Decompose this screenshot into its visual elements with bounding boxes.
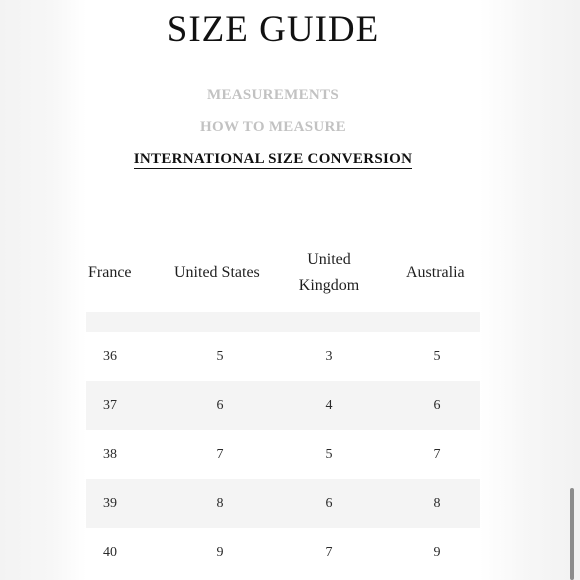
cell-united-kingdom: 4: [325, 397, 333, 413]
header-united-kingdom-line1: United: [307, 251, 351, 268]
table-row: [86, 528, 480, 577]
cell-france: 38: [103, 446, 117, 462]
table-header-row: [86, 238, 480, 312]
table-row: [86, 430, 480, 479]
cell-united-states: 7: [216, 446, 224, 462]
cell-united-states: 6: [216, 397, 224, 413]
cell-france: 40: [103, 544, 117, 560]
tab-measurements-label: MEASUREMENTS: [207, 87, 339, 103]
tab-international-size-conversion[interactable]: [0, 148, 546, 180]
size-guide-tabs: [0, 84, 546, 180]
cell-united-kingdom: 6: [325, 495, 333, 511]
size-conversion-table: [86, 238, 480, 577]
cell-united-kingdom: 3: [325, 348, 333, 364]
header-france: France: [88, 264, 132, 281]
vertical-scrollbar[interactable]: [570, 488, 574, 580]
tab-measurements[interactable]: [0, 84, 546, 116]
tab-how-to-measure[interactable]: [0, 116, 546, 148]
tab-how-to-measure-label: HOW TO MEASURE: [200, 119, 346, 135]
header-australia: Australia: [406, 264, 465, 281]
header-united-states: United States: [174, 264, 260, 281]
table-row: [86, 381, 480, 430]
cell-france: 36: [103, 348, 117, 364]
header-united-kingdom: [296, 247, 362, 299]
cell-united-states: 9: [216, 544, 224, 560]
tab-international-size-conversion-label: INTERNATIONAL SIZE CONVERSION: [133, 151, 413, 167]
cell-united-kingdom: 7: [325, 544, 333, 560]
page-title: SIZE GUIDE: [166, 9, 380, 50]
cell-australia: 7: [433, 446, 441, 462]
cell-france: 39: [103, 495, 117, 511]
header-united-kingdom-line2: Kingdom: [298, 277, 360, 294]
table-row: [86, 479, 480, 528]
table-body: [86, 332, 480, 577]
cell-france: 37: [103, 397, 117, 413]
cell-australia: 9: [433, 544, 441, 560]
cell-australia: 5: [433, 348, 441, 364]
partially-scrolled-row: [86, 312, 480, 332]
table-row: [86, 332, 480, 381]
cell-united-kingdom: 5: [325, 446, 333, 462]
cell-australia: 6: [433, 397, 441, 413]
cell-united-states: 5: [216, 348, 224, 364]
cell-united-states: 8: [216, 495, 224, 511]
cell-australia: 8: [433, 495, 441, 511]
